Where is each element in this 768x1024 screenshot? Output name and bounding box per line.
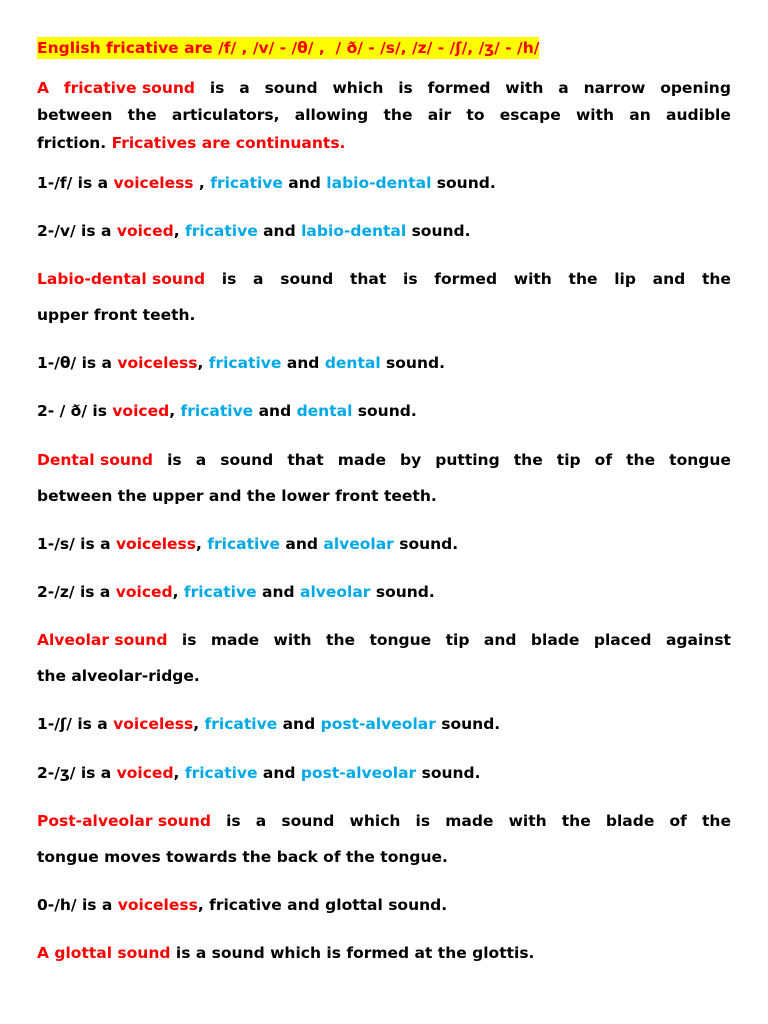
voicing: voiced <box>116 764 174 782</box>
intro-word: sound <box>264 79 318 97</box>
intro-word: audible <box>666 106 731 124</box>
def-word: formed <box>434 270 498 288</box>
manner: fricative <box>185 222 258 240</box>
def-word: that <box>349 270 387 288</box>
phoneme-line-esh <box>37 714 731 734</box>
def-word: is <box>221 270 237 288</box>
manner: fricative <box>208 354 282 372</box>
def-word: lip <box>614 270 636 288</box>
phoneme-label: 2-/ʒ/ is a <box>37 764 117 782</box>
intro-word: narrow <box>583 79 646 97</box>
phoneme-label: 2- / ð/ is <box>37 402 113 420</box>
voicing: voiced <box>112 402 170 420</box>
def-word: and <box>652 270 686 288</box>
intro-word: to <box>466 106 485 124</box>
intro-word: allowing <box>294 106 369 124</box>
suffix: sound. <box>380 354 445 372</box>
phoneme-line-ezh <box>37 763 731 783</box>
phoneme-label: 1-/ʃ/ is a <box>37 715 114 733</box>
labiodental-def-line-2 <box>37 305 731 325</box>
def-word: with <box>508 812 547 830</box>
intro-word: A <box>37 79 49 97</box>
def-word: sound <box>281 812 335 830</box>
manner: fricative <box>184 764 258 782</box>
def-word: made <box>210 631 260 649</box>
manner: fricative <box>207 535 280 553</box>
alveolar-def-line-2 <box>37 666 731 686</box>
alveolar-def-line-1 <box>37 630 731 650</box>
intro-line-2 <box>37 105 731 125</box>
suffix: sound. <box>431 174 496 192</box>
voicing: voiced <box>115 583 173 601</box>
manner: fricative <box>210 174 283 192</box>
heading-line <box>37 38 731 58</box>
description: , fricative and glottal sound. <box>197 896 448 914</box>
def-word: and <box>483 631 517 649</box>
definition-term: Dental sound <box>37 451 154 469</box>
def-word: tip <box>556 451 581 469</box>
def-word: sound <box>280 270 334 288</box>
def-word: the <box>561 812 591 830</box>
separator: , <box>197 354 209 372</box>
def-word: made <box>445 812 494 830</box>
connector: and <box>281 354 325 372</box>
dental-def-line-1 <box>37 450 731 470</box>
place: post-alveolar <box>300 764 417 782</box>
intro-word: escape <box>499 106 561 124</box>
def-text: upper front teeth. <box>37 306 196 324</box>
def-word: the <box>568 270 598 288</box>
intro-word: opening <box>660 79 731 97</box>
def-word: of <box>669 812 687 830</box>
def-text: the alveolar-ridge. <box>37 667 200 685</box>
phoneme-line-f <box>37 173 731 193</box>
separator: , <box>173 764 185 782</box>
place: alveolar <box>300 583 371 601</box>
voicing: voiceless <box>115 535 196 553</box>
def-word: is <box>415 812 431 830</box>
suffix: sound. <box>435 715 501 733</box>
suffix: sound. <box>352 402 417 420</box>
phoneme-line-h <box>37 895 731 915</box>
postalveolar-def-line-1 <box>37 811 731 831</box>
intro-continuants: Fricatives are continuants. <box>111 134 346 152</box>
def-word: placed <box>593 631 652 649</box>
intro-line-3 <box>37 133 731 153</box>
def-word: blade <box>530 631 580 649</box>
intro-text: friction. <box>37 134 112 152</box>
connector: and <box>253 402 297 420</box>
separator: , <box>196 535 208 553</box>
def-word: the <box>702 812 731 830</box>
def-word: is <box>403 270 418 288</box>
connector: and <box>256 583 300 601</box>
suffix: sound. <box>393 535 459 553</box>
def-word: which <box>349 812 401 830</box>
def-word: a <box>255 812 267 830</box>
def-word: tongue <box>669 451 731 469</box>
intro-word: which <box>332 79 384 97</box>
intro-word: is <box>398 79 413 97</box>
labiodental-def-line-1 <box>37 269 731 289</box>
def-word: blade <box>605 812 655 830</box>
intro-word: is <box>209 79 225 97</box>
voicing: voiceless <box>117 896 198 914</box>
place: dental <box>296 402 353 420</box>
place: labio-dental <box>301 222 407 240</box>
suffix: sound. <box>416 764 481 782</box>
phoneme-line-theta <box>37 353 731 373</box>
intro-word: between <box>37 106 113 124</box>
separator: , <box>193 715 205 733</box>
def-text: tongue moves towards the back of the tongue. <box>37 848 448 866</box>
phoneme-line-s <box>37 534 731 554</box>
suffix: sound. <box>370 583 435 601</box>
suffix: sound. <box>406 222 471 240</box>
intro-word: the <box>127 106 157 124</box>
separator: , <box>173 222 186 240</box>
def-word: a <box>195 451 207 469</box>
phoneme-label: 1-/θ/ is a <box>37 354 118 372</box>
voicing: voiceless <box>113 715 194 733</box>
def-word: the <box>701 270 731 288</box>
intro-word: a <box>558 79 569 97</box>
intro-word: articulators, <box>171 106 280 124</box>
def-word: tongue <box>369 631 432 649</box>
def-word: sound <box>220 451 274 469</box>
voicing: voiceless <box>117 354 198 372</box>
def-word: is <box>226 812 241 830</box>
def-word: against <box>665 631 731 649</box>
place: post-alveolar <box>320 715 436 733</box>
place: labio-dental <box>326 174 432 192</box>
connector: and <box>282 174 327 192</box>
separator: , <box>169 402 181 420</box>
phoneme-label: 0-/h/ is a <box>37 896 118 914</box>
phoneme-label: 2-/z/ is a <box>37 583 116 601</box>
manner: fricative <box>180 402 254 420</box>
manner: fricative <box>183 583 257 601</box>
definition-term: Post-alveolar sound <box>37 812 211 830</box>
def-word: putting <box>435 451 500 469</box>
connector: and <box>257 764 301 782</box>
connector: and <box>279 535 324 553</box>
intro-word: an <box>629 106 651 124</box>
intro-term: fricative sound <box>63 79 195 97</box>
def-word: the <box>326 631 355 649</box>
def-word: a <box>253 270 264 288</box>
intro-word: a <box>239 79 250 97</box>
definition-term: A glottal sound <box>37 944 171 962</box>
def-word: that <box>287 451 324 469</box>
def-text: is a sound which is formed at the glottis. <box>170 944 535 962</box>
definition-term: Labio-dental sound <box>37 270 206 288</box>
phoneme-label: 1-/f/ is a <box>37 174 114 192</box>
separator: , <box>172 583 184 601</box>
intro-word: with <box>505 79 544 97</box>
voicing: voiced <box>116 222 174 240</box>
def-word: is <box>167 451 182 469</box>
connector: and <box>277 715 321 733</box>
connector: and <box>257 222 302 240</box>
phoneme-line-eth <box>37 401 731 421</box>
separator: , <box>193 174 211 192</box>
voicing: voiceless <box>113 174 194 192</box>
definition-term: Alveolar sound <box>37 631 168 649</box>
def-word: is <box>181 631 197 649</box>
phoneme-line-z <box>37 582 731 602</box>
def-word: with <box>273 631 312 649</box>
def-text: between the upper and the lower front teeth. <box>37 487 437 505</box>
intro-word: the <box>383 106 413 124</box>
phoneme-label: 2-/v/ is a <box>37 222 117 240</box>
page-heading: English fricative are /f/ , /v/ - /θ/ , / ð/ - /s/, /z/ - /ʃ/, /ʒ/ - /h/ <box>37 39 540 57</box>
def-word: tip <box>445 631 470 649</box>
intro-line-1 <box>37 78 731 98</box>
def-word: by <box>400 451 422 469</box>
intro-word: air <box>427 106 452 124</box>
def-word: the <box>626 451 656 469</box>
place: dental <box>324 354 381 372</box>
glottal-def-line <box>37 943 731 963</box>
phoneme-label: 1-/s/ is a <box>37 535 116 553</box>
intro-word: with <box>575 106 615 124</box>
def-word: made <box>337 451 386 469</box>
def-word: the <box>513 451 543 469</box>
phoneme-line-v <box>37 221 731 241</box>
dental-def-line-2 <box>37 486 731 506</box>
intro-word: formed <box>427 79 491 97</box>
manner: fricative <box>204 715 278 733</box>
def-word: of <box>594 451 613 469</box>
place: alveolar <box>323 535 394 553</box>
def-word: with <box>513 270 552 288</box>
postalveolar-def-line-2 <box>37 847 731 867</box>
